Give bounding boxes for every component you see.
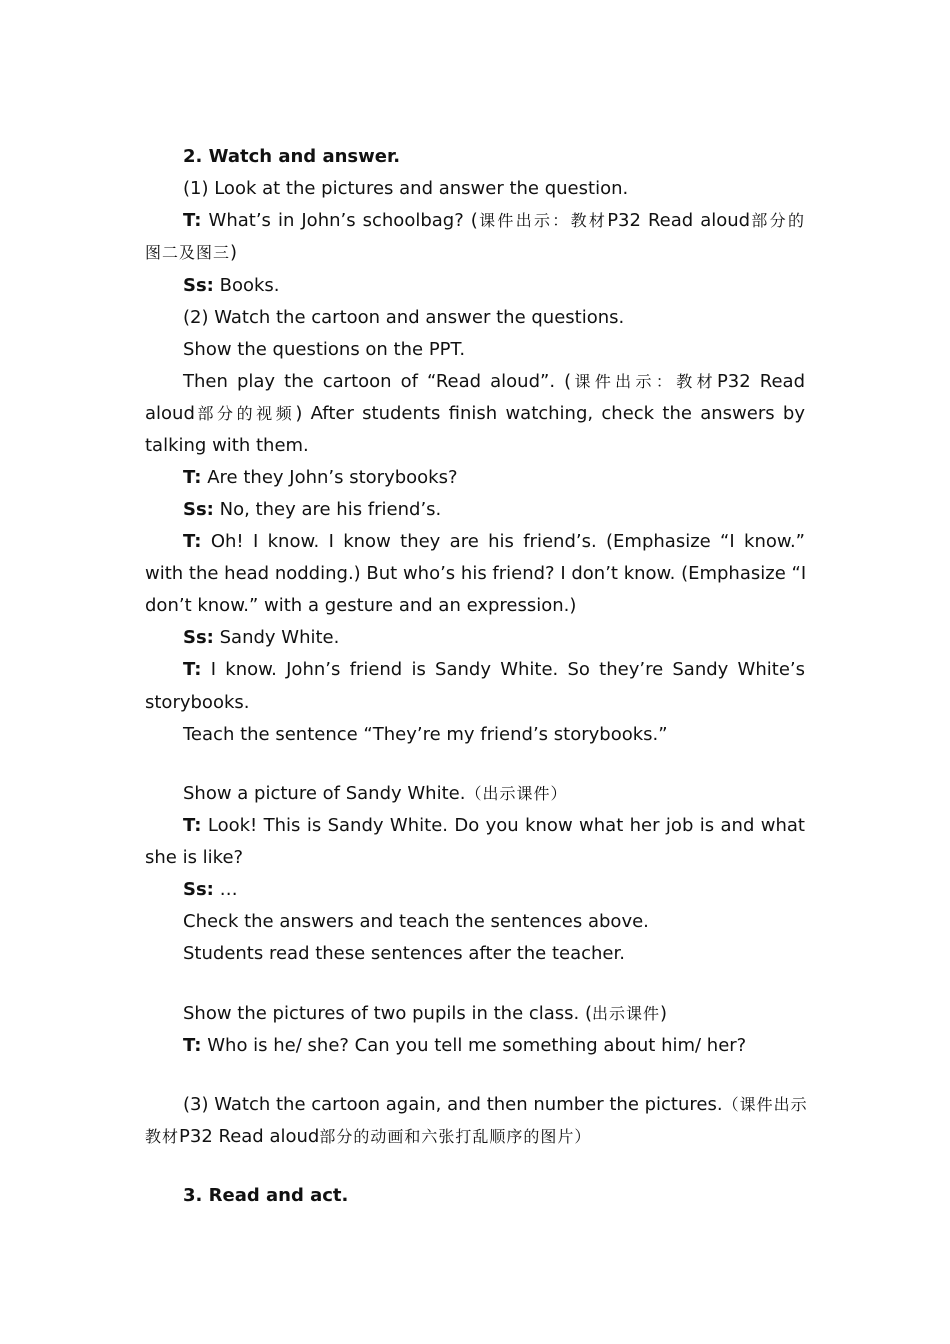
dialogue-line-cont: don’t know.” with a gesture and an expression.) [145, 595, 577, 616]
dialogue-text: Are they John’s storybooks? [207, 467, 458, 488]
dialogue-text: What’s in John’s schoolbag? ( [208, 210, 478, 231]
speaker-label: T: [183, 815, 202, 836]
textbook-ref: P32 Read aloud [179, 1126, 320, 1147]
speaker-label: Ss: [183, 627, 214, 648]
dialogue-line [183, 814, 805, 838]
courseware-note: 部分的视频 [194, 404, 296, 423]
section-heading-read: 3. Read and act. [183, 1185, 349, 1206]
dialogue-line [183, 274, 805, 298]
dialogue-text: No, they are his friend’s. [219, 499, 442, 520]
instruction-line-cont [145, 402, 805, 426]
dialogue-text: Oh! I know. I know they are his friend’s. (Emphasize “I know.” [210, 531, 805, 552]
textbook-ref: P32 Read [716, 371, 805, 392]
dialogue-line [183, 498, 805, 522]
dialogue-text: Who is he/ she? Can you tell me something about him/ her? [207, 1035, 747, 1056]
courseware-note: 课件出示：教材 [477, 211, 608, 230]
courseware-note: 图二及图三 [145, 243, 231, 262]
instruction-line: Check the answers and teach the sentences above. [183, 911, 649, 932]
dialogue-line [183, 878, 805, 902]
task1-title: (1) Look at the pictures and answer the question. [183, 178, 629, 199]
dialogue-line-cont: she is like? [145, 847, 244, 868]
paren-close: ) [230, 242, 238, 263]
instruction-line: Show the questions on the PPT. [183, 339, 466, 360]
instruction-line [183, 782, 805, 806]
instruction-line: Teach the sentence “They’re my friend’s storybooks.” [183, 724, 668, 745]
instruction-line: Students read these sentences after the teacher. [183, 943, 625, 964]
dialogue-line [183, 466, 805, 490]
instruction-line [183, 370, 805, 394]
courseware-note: 课件出示：教材 [571, 372, 717, 391]
speaker-label: Ss: [183, 275, 214, 296]
courseware-note: 出示课件 [592, 1004, 661, 1023]
instruction-text: Then play the cartoon of “Read aloud”. ( [183, 371, 572, 392]
courseware-note: 部分的动画和六张打乱顺序的图片） [319, 1127, 592, 1146]
dialogue-line [183, 209, 805, 233]
dialogue-line [183, 626, 805, 650]
speaker-label: T: [183, 210, 202, 231]
dialogue-line [183, 1034, 805, 1058]
courseware-note: （课件出示 [722, 1095, 808, 1114]
speaker-label: T: [183, 1035, 202, 1056]
dialogue-line-cont: with the head nodding.) But who’s his friend? I don’t know. (Emphasize “I [145, 563, 807, 584]
task3-line-cont [145, 1125, 805, 1149]
instruction-text: ) After students finish watching, check the answers by [295, 403, 805, 424]
speaker-label: T: [183, 467, 202, 488]
dialogue-line [183, 530, 805, 554]
textbook-ref: P32 Read aloud [607, 210, 751, 231]
dialogue-line-cont: storybooks. [145, 692, 250, 713]
dialogue-text: I know. John’s friend is Sandy White. So they’re Sandy White’s [210, 659, 805, 680]
instruction-text: Show a picture of Sandy White. [183, 783, 466, 804]
dialogue-text: … [219, 879, 238, 900]
speaker-label: T: [183, 531, 202, 552]
dialogue-text: Look! This is Sandy White. Do you know what her job is and what [207, 815, 805, 836]
task3-line [183, 1093, 808, 1117]
dialogue-line [183, 658, 805, 682]
dialogue-line-cont [145, 241, 805, 265]
task2-title: (2) Watch the cartoon and answer the questions. [183, 307, 625, 328]
textbook-ref: aloud [145, 403, 195, 424]
instruction-text: (3) Watch the cartoon again, and then number the pictures. [183, 1094, 723, 1115]
instruction-text: Show the pictures of two pupils in the class. ( [183, 1003, 593, 1024]
instruction-line-cont: talking with them. [145, 435, 309, 456]
instruction-line [183, 1002, 805, 1026]
speaker-label: T: [183, 659, 202, 680]
dialogue-text: Books. [219, 275, 280, 296]
dialogue-text: Sandy White. [219, 627, 340, 648]
paren-close: ) [660, 1003, 668, 1024]
courseware-note: 部分的 [750, 211, 805, 230]
speaker-label: Ss: [183, 499, 214, 520]
courseware-note: 教材 [145, 1127, 180, 1146]
speaker-label: Ss: [183, 879, 214, 900]
section-heading-watch: 2. Watch and answer. [183, 146, 401, 167]
courseware-note: （出示课件） [465, 784, 568, 803]
